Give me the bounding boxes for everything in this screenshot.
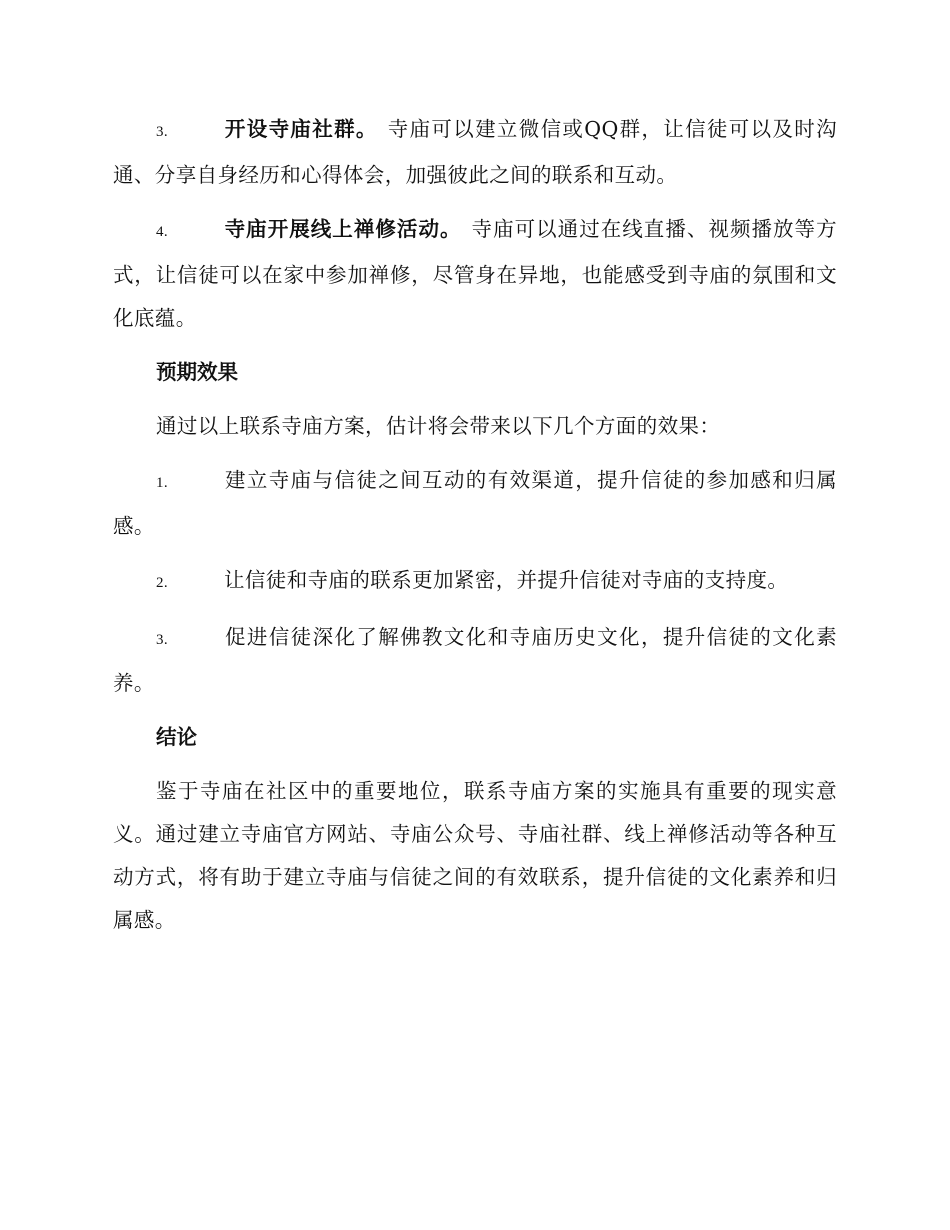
list-item-title: 开设寺庙社群。 <box>224 117 378 141</box>
list-item-number: 3. <box>156 632 169 648</box>
list-item <box>113 208 837 340</box>
effects-intro: 通过以上联系寺庙方案，估计将会带来以下几个方面的效果： <box>156 414 721 438</box>
list-item-number: 2. <box>156 575 169 591</box>
list-item <box>113 108 837 197</box>
list-item-number: 1. <box>156 475 169 491</box>
list-item-text: 寺庙可以通过在线直播、视频播放等方式，让信徒可以在家中参加禅修，尽管身在异地，也能感受到寺庙的氛围和文化底蕴。 <box>113 217 837 330</box>
list-item-number: 4. <box>156 224 169 240</box>
section-heading-effects: 预期效果 <box>156 360 238 384</box>
document-page <box>113 108 837 953</box>
conclusion-text: 鉴于寺庙在社区中的重要地位，联系寺庙方案的实施具有重要的现实意义。通过建立寺庙官方网站、寺庙公众号、寺庙社群、线上禅修活动等各种互动方式，将有助于建立寺庙与信徒之间的有效联系，提升信徒的文化素养和归属感。 <box>113 779 837 932</box>
section-heading-conclusion: 结论 <box>156 725 197 749</box>
list-item-text: 促进信徒深化了解佛教文化和寺庙历史文化，提升信徒的文化素养。 <box>113 625 837 695</box>
list-item-text: 寺庙可以建立微信或QQ群，让信徒可以及时沟通、分享自身经历和心得体会，加强彼此之间的联系和互动。 <box>113 117 837 187</box>
list-item-number: 3. <box>156 124 169 140</box>
list-item-title: 寺庙开展线上禅修活动。 <box>224 217 462 241</box>
list-item <box>113 616 837 705</box>
list-item <box>113 459 837 548</box>
list-item-text: 让信徒和寺庙的联系更加紧密，并提升信徒对寺庙的支持度。 <box>224 568 789 592</box>
list-item-text: 建立寺庙与信徒之间互动的有效渠道，提升信徒的参加感和归属感。 <box>113 468 837 538</box>
list-item <box>113 559 837 605</box>
